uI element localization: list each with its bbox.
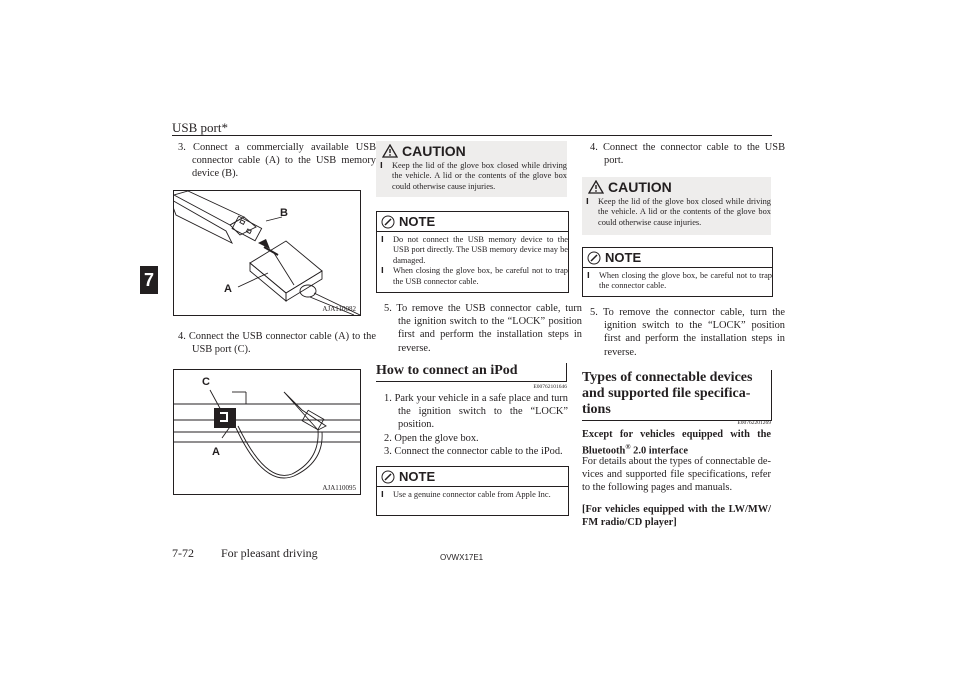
note-pen-icon — [381, 470, 395, 484]
chapter-tab: 7 — [140, 266, 158, 294]
callout-a2: A — [212, 446, 220, 458]
note-title: NOTE — [377, 212, 568, 232]
figure-code: AJA110082 — [322, 305, 356, 313]
caution-title: CAUTION — [376, 141, 567, 161]
section-heading-types: Types of connectable devices and supported file specifica-tions — [582, 370, 772, 421]
note-box-2 — [376, 466, 569, 516]
left-step-4: 4. Connect the USB connector cable (A) to the USB port (C). — [178, 331, 376, 356]
caution-box — [376, 141, 567, 197]
middle-step-5: 5. To remove the USB connector cable, turn the ignition switch to the “LOCK” position first and perform the installation steps in reverse. — [384, 303, 582, 354]
note-title-right: NOTE — [583, 248, 772, 268]
note-box — [376, 211, 569, 293]
right-step-4: 4. Connect the connector cable to the USB port. — [590, 142, 785, 167]
figure-usb-memory — [173, 190, 361, 316]
callout-a: A — [224, 283, 232, 295]
usb-memory-illustration — [174, 191, 360, 315]
running-header: USB port* — [172, 120, 228, 135]
doc-code: OVWX17E1 — [440, 553, 484, 562]
section-code-right: E00762201269 — [737, 420, 771, 426]
section-code: E00762101646 — [533, 384, 567, 390]
caution-item: l Keep the lid of the glove box closed while driving the vehicle. A lid or the contents of the glove box could otherwise cause injuries. — [380, 161, 567, 191]
ipod-steps — [384, 392, 568, 458]
types-paragraph: For details about the types of connectable de-vices and supported file specifications, refer to the following pages and manuals. — [582, 456, 771, 494]
footer-section: For pleasant driving — [221, 546, 318, 560]
note-item-1: l Do not connect the USB memory device to the USB port directly. The USB memory device may be damaged. — [381, 235, 568, 265]
figure-usb-port — [173, 369, 361, 495]
ipod-step-3: 3. Connect the connector cable to the iPod. — [384, 445, 563, 457]
note-box-right — [582, 247, 773, 297]
note-title-2: NOTE — [377, 467, 568, 487]
usb-port-illustration — [174, 370, 360, 494]
page-number: 7-72 — [172, 546, 194, 560]
caution-box-right — [582, 177, 771, 235]
callout-c: C — [202, 376, 210, 388]
left-step-3: 3. Connect a commercially available USB connector cable (A) to the USB memory device (B). — [178, 142, 376, 180]
warning-triangle-icon — [382, 144, 398, 158]
header-rule — [172, 135, 772, 136]
bold-intro: Except for vehicles equipped with the Bluetooth® 2.0 interface — [582, 429, 771, 457]
note-pen-icon — [381, 215, 395, 229]
bracket-heading: [For vehicles equipped with the LW/MW/ FM radio/CD player] — [582, 504, 771, 529]
ipod-step-2: 2. Open the glove box. — [384, 432, 479, 444]
section-heading-ipod: How to connect an iPod — [376, 363, 567, 382]
callout-b: B — [280, 207, 288, 219]
note-item-2: l When closing the glove box, be careful not to trap the USB connector cable. — [381, 266, 568, 286]
right-step-5: 5. To remove the connector cable, turn the ignition switch to the “LOCK” position first and perform the installation steps in reverse. — [590, 307, 785, 358]
figure-code-2: AJA110095 — [322, 484, 356, 492]
warning-triangle-icon — [588, 180, 604, 194]
caution-title-right: CAUTION — [582, 177, 771, 197]
ipod-step-1: 1. Park your vehicle in a safe place and turn the ignition switch to the “LOCK” position. — [384, 393, 568, 431]
note-item-right: l When closing the glove box, be careful not to trap the connector cable. — [587, 271, 772, 291]
note2-item: l Use a genuine connector cable from Apple Inc. — [381, 490, 551, 499]
note-pen-icon — [587, 251, 601, 265]
caution-item-right: l Keep the lid of the glove box closed while driving the vehicle. A lid or the contents of the glove box could otherwise cause injuries. — [586, 197, 771, 227]
